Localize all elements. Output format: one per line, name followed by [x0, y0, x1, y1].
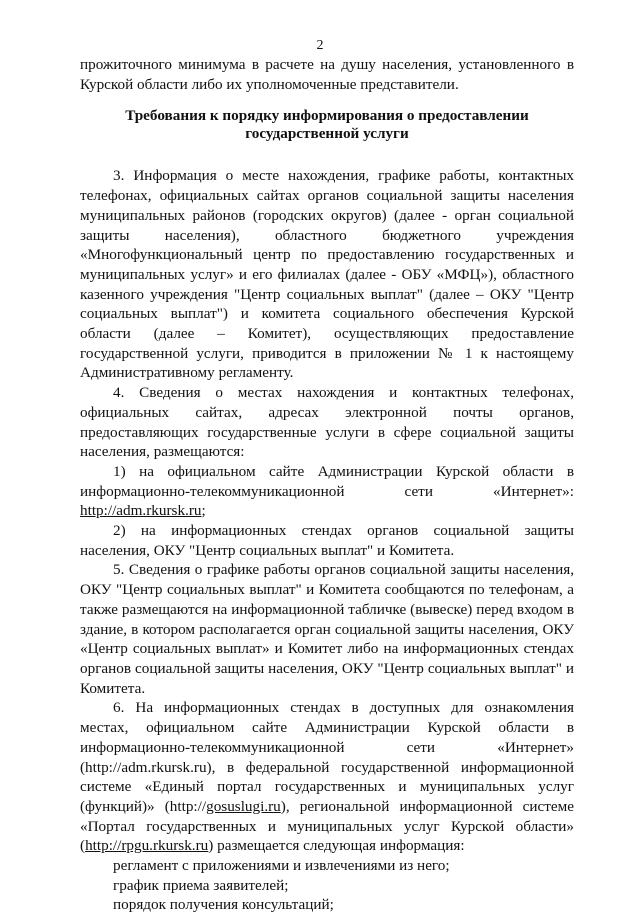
list-item: график приема заявителей; [113, 876, 289, 894]
p6-part-3: ) размещается следующая информация: [208, 837, 465, 855]
adm-link[interactable]: http://adm.rkursk.ru [80, 502, 202, 520]
p6-part-1: 6. На информационных стендах в доступных для ознакомления местах, официальном сайте Администрации Курской области в информационно-телекоммуникационной сети «Интернет» (http://adm.rkursk.ru), в федеральной государственной информационной системе «Единый портал государственных и муниципальных услуг (функций)» (http:// [80, 699, 574, 815]
rpgu-link[interactable]: http://rpgu.rkursk.ru [85, 837, 209, 855]
paragraph-continuation: прожиточного минимума в расчете на душу населения, установленного в Курской области либо их уполномоченные представители. [80, 56, 574, 93]
item-1-text: 1) на официальном сайте Администрации Курской области в информационно-телекоммуникационной сети «Интернет»: [80, 462, 574, 500]
list-item: порядок получения консультаций; [113, 896, 334, 914]
section-heading [80, 107, 574, 143]
paragraph-6 [80, 698, 574, 856]
list-item: регламент с приложениями и извлечениями из него; [113, 857, 450, 875]
heading-line-1: Требования к порядку информирования о предоставлении [125, 107, 529, 125]
gosuslugi-link[interactable]: gosuslugi.ru [206, 797, 281, 815]
document-body [80, 55, 574, 915]
paragraph-4-item-1 [80, 462, 574, 521]
page-number: 2 [316, 38, 324, 53]
p6-part-2: ), региональной информационной системе «Портал государственных и муниципальных услуг Курской области» ( [80, 797, 575, 855]
item-1-end: ; [201, 502, 206, 520]
paragraph-5: 5. Сведения о графике работы органов социальной защиты населения, ОКУ "Центр социальных выплат" и Комитета сообщаются по телефонам, а также размещаются на информационной табличке (вывеске) перед входом в здание, в котором располагается орган социальной защиты населения, ОКУ «Центр социальных выплат» и Комитет либо на информационных стендах органов социальной защиты населения, ОКУ "Центр социальных выплат" и Комитета. [80, 561, 574, 697]
paragraph-4-item-2: 2) на информационных стендах органов социальной защиты населения, ОКУ "Центр социальных выплат" и Комитета. [80, 522, 574, 559]
paragraph-3: 3. Информация о месте нахождения, графике работы, контактных телефонах, официальных сайтах органов социальной защиты населения муниципальных районов (городских округов) (далее - орган социальной защиты населения), областного бюджетного учреждения «Многофункциональный центр по предоставлению государственных и муниципальных услуг» и его филиалах (далее - ОБУ «МФЦ»), областного казенного учреждения "Центр социальных выплат" (далее – ОКУ "Центр социальных выплат") и комитета социального обеспечения Курской области (далее – Комитет), осуществляющих предоставление государственной услуги, приводится в приложении № 1 к настоящему Административному регламенту. [80, 167, 574, 382]
heading-line-2: государственной услуги [245, 125, 409, 143]
paragraph-4: 4. Сведения о местах нахождения и контактных телефонах, официальных сайтах, адресах электронной почты органов, предоставляющих государственные услуги в сфере социальной защиты населения, размещаются: [80, 384, 574, 461]
